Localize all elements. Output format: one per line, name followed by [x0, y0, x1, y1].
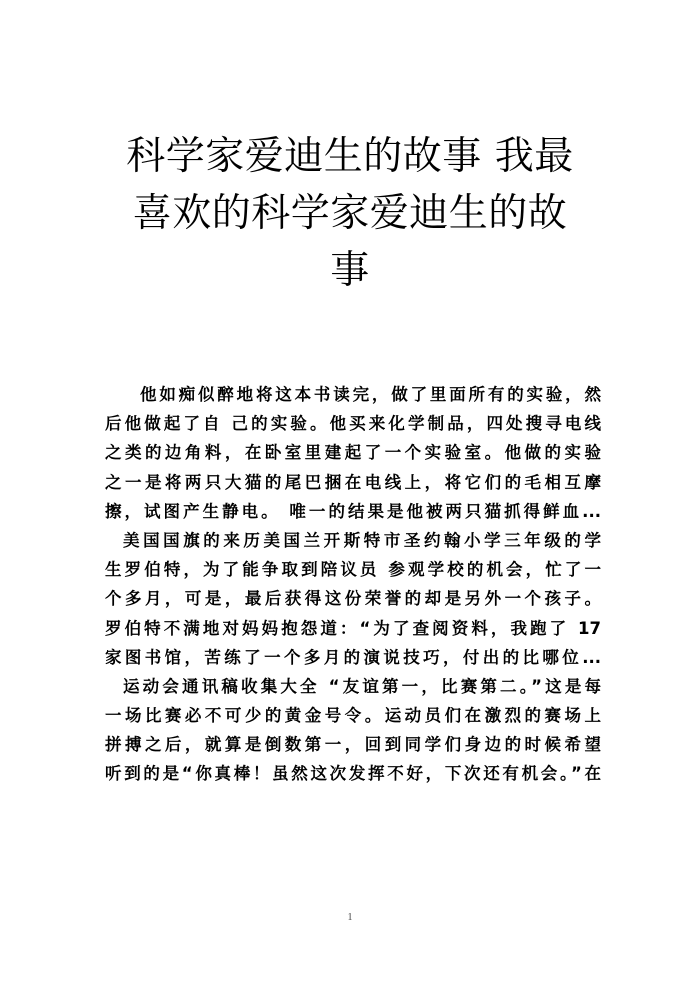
- text-line: 一场比赛必不可少的黄金号令。运动员们在激烈的赛场上: [105, 706, 601, 726]
- text-line: 听到的是“你真棒！虽然这次发挥不好，下次还有机会。”在: [105, 764, 601, 784]
- document-body: [105, 380, 601, 789]
- title-line: 科学家爱迪生的故事 我最: [126, 134, 574, 179]
- text-line: 他如痴似醉地将这本书读完，做了里面所有的实验，然: [140, 385, 601, 404]
- title-line: 喜欢的科学家爱迪生的故: [132, 191, 568, 236]
- text-line: 个多月，可是，最后获得这份荣誉的却是另外一个孩子。: [105, 589, 601, 609]
- text-line: 家图书馆，苦练了一个多月的演说技巧，付出的比哪位...: [105, 647, 601, 667]
- page-number: 1: [347, 912, 353, 923]
- text-line: 擦，试图产生静电。 唯一的结果是他被两只猫抓得鲜血...: [105, 501, 601, 521]
- document-title: [90, 128, 610, 299]
- text-line: 拼搏之后，就算是倒数第一，回到同学们身边的时候希望: [105, 735, 601, 755]
- text-line: 美国国旗的来历美国兰开斯特市圣约翰小学三年级的学: [123, 530, 601, 550]
- text-line: 之一是将两只大猫的尾巴捆在电线上，将它们的毛相互摩: [105, 472, 601, 492]
- text-line: 后他做起了自 己的实验。他买来化学制品，四处搜寻电线: [105, 414, 601, 434]
- text-line: 生罗伯特，为了能争取到陪议员 参观学校的机会，忙了一: [105, 560, 601, 580]
- text-line: 运动会通讯稿收集大全 “友谊第一，比赛第二。”这是每: [123, 676, 601, 696]
- text-line: 之类的边角料，在卧室里建起了一个实验室。他做的实验: [105, 443, 601, 463]
- title-line: 事: [330, 248, 370, 293]
- text-line: 罗伯特不满地对妈妈抱怨道：“为了查阅资料，我跑了 17: [105, 618, 601, 638]
